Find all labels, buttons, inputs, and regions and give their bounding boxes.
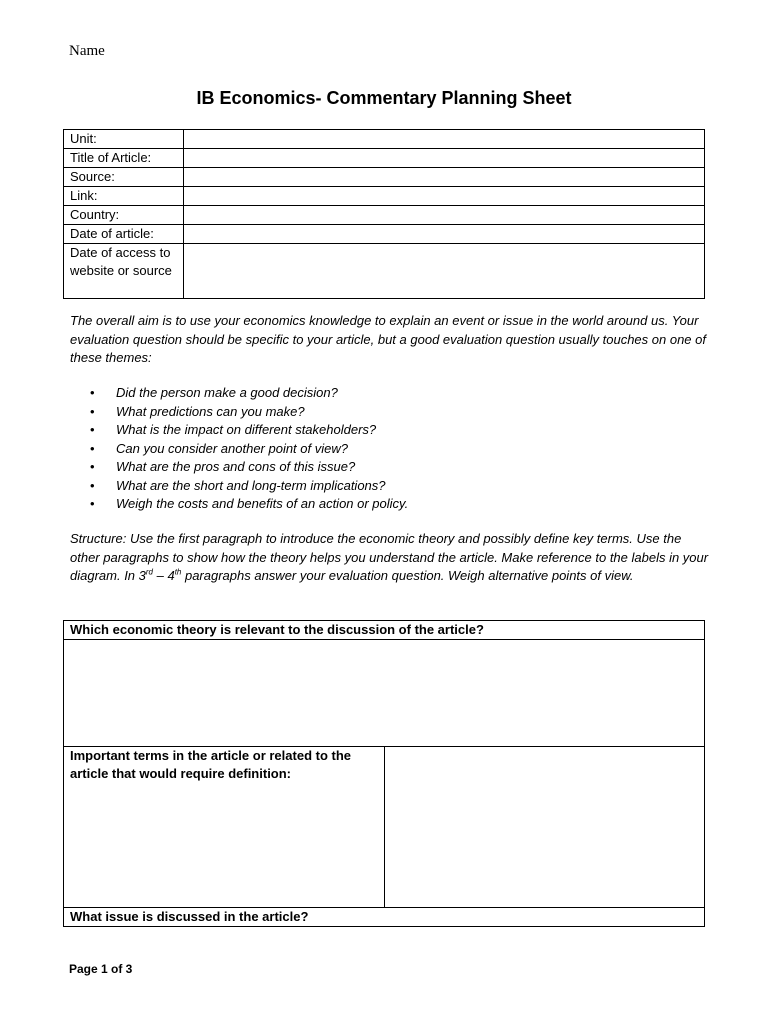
list-item <box>70 421 710 440</box>
bullet-icon: • <box>90 496 95 511</box>
theme-text: What is the impact on different stakeholders? <box>116 422 377 437</box>
list-item <box>70 458 710 477</box>
unit-label: Unit: <box>64 130 184 149</box>
unit-field[interactable] <box>184 130 705 149</box>
planning-table <box>63 620 705 927</box>
issue-question: What issue is discussed in the article? <box>64 908 705 927</box>
list-item <box>70 403 710 422</box>
terms-question: Important terms in the article or related to the article that would require definition: <box>64 747 385 908</box>
article-info-table <box>63 129 705 299</box>
source-field[interactable] <box>184 168 705 187</box>
source-label: Source: <box>64 168 184 187</box>
bullet-icon: • <box>90 385 95 400</box>
structure-text-part1: Structure: Use the first paragraph to introduce the economic theory and possibly define key terms. Use the other paragraphs to show how the theory helps you understand the article. Make reference to the labels in your diagram. In 3 <box>70 531 709 583</box>
article-date-label: Date of article: <box>64 225 184 244</box>
theme-text: What are the short and long-term implications? <box>116 477 386 493</box>
article-date-field[interactable] <box>184 225 705 244</box>
theme-text: What predictions can you make? <box>116 403 305 419</box>
bullet-icon: • <box>90 440 95 456</box>
superscript-rd: rd <box>145 567 153 577</box>
structure-paragraph <box>70 530 710 586</box>
theory-question: Which economic theory is relevant to the discussion of the article? <box>64 621 705 640</box>
evaluation-themes-list <box>70 384 710 514</box>
superscript-th: th <box>174 567 182 577</box>
page-title: IB Economics- Commentary Planning Sheet <box>196 88 572 108</box>
info-row-source <box>64 168 705 187</box>
info-row-title <box>64 149 705 168</box>
structure-text-part2: – 4 <box>153 568 175 583</box>
link-field[interactable] <box>184 187 705 206</box>
info-row-unit <box>64 130 705 149</box>
article-title-field[interactable] <box>184 149 705 168</box>
bullet-icon: • <box>90 422 95 437</box>
info-row-country <box>64 206 705 225</box>
theme-text: What are the pros and cons of this issue? <box>116 459 356 474</box>
list-item <box>70 440 710 459</box>
theme-text: Did the person make a good decision? <box>116 385 338 400</box>
intro-paragraph: The overall aim is to use your economics knowledge to explain an event or issue in the world around us. Your evaluation question should be specific to your article, but a good evaluation question usually touches on one of these themes: <box>70 313 706 365</box>
access-date-field[interactable] <box>184 244 705 299</box>
issue-header-row <box>64 908 705 927</box>
page-number: Page 1 of 3 <box>69 962 133 976</box>
theme-text: Can you consider another point of view? <box>116 440 348 456</box>
access-date-label: Date of access to website or source <box>64 244 184 299</box>
list-item <box>70 477 710 496</box>
list-item <box>70 384 710 403</box>
name-label: Name <box>69 43 105 59</box>
bullet-icon: • <box>90 459 95 474</box>
theory-header-row <box>64 621 705 640</box>
info-row-access-date <box>64 244 705 299</box>
article-title-label: Title of Article: <box>64 149 184 168</box>
info-row-link <box>64 187 705 206</box>
terms-answer-field[interactable] <box>385 747 705 908</box>
theme-text: Weigh the costs and benefits of an action or policy. <box>116 496 409 511</box>
theory-answer-row <box>64 640 705 747</box>
bullet-icon: • <box>90 403 95 419</box>
bullet-icon: • <box>90 477 95 493</box>
country-field[interactable] <box>184 206 705 225</box>
theory-answer-field[interactable] <box>64 640 705 747</box>
info-row-date <box>64 225 705 244</box>
link-label: Link: <box>64 187 184 206</box>
terms-row <box>64 747 705 908</box>
country-label: Country: <box>64 206 184 225</box>
structure-text-part3: paragraphs answer your evaluation question. Weigh alternative points of view. <box>181 568 634 583</box>
list-item <box>70 495 710 514</box>
